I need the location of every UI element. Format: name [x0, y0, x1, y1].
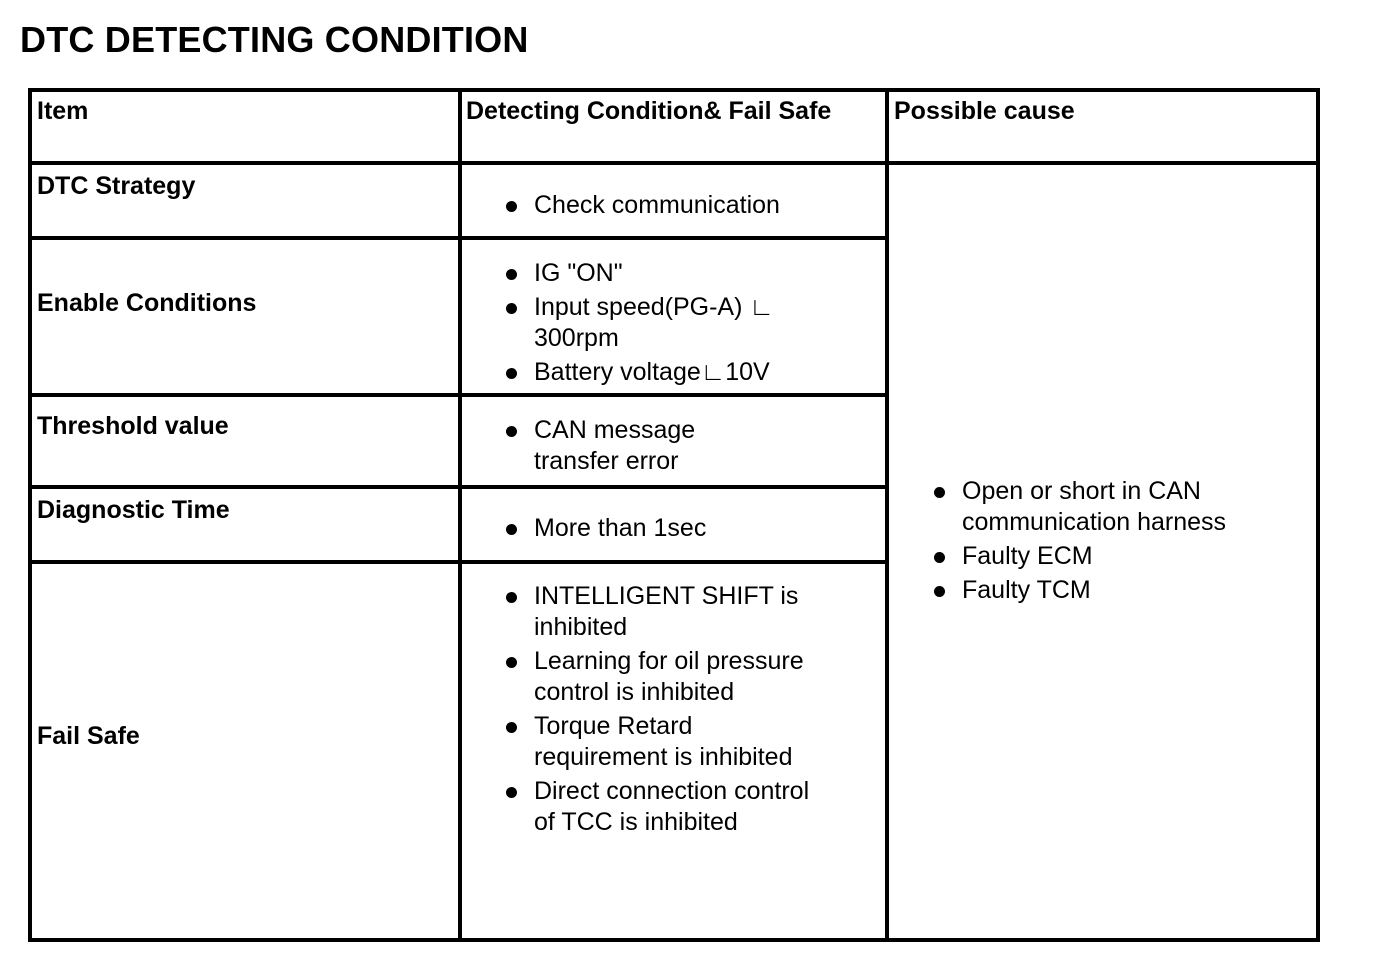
item-enable-conditions: Enable Conditions [37, 289, 257, 317]
list-item: IG "ON" [502, 258, 822, 289]
list-item: Learning for oil pressure control is inhibited [502, 646, 822, 708]
row-divider [28, 236, 889, 240]
condition-list-enable-conditions [502, 258, 822, 391]
item-fail-safe: Fail Safe [37, 722, 140, 750]
list-item: Battery voltage∟10V [502, 357, 822, 388]
header-cause: Possible cause [894, 97, 1075, 125]
column-divider [885, 88, 889, 942]
row-divider [28, 560, 889, 564]
list-item: INTELLIGENT SHIFT is inhibited [502, 581, 822, 643]
possible-cause-list [930, 476, 1250, 609]
condition-list-fail-safe [502, 581, 822, 841]
list-item: Input speed(PG-A) ∟ 300rpm [502, 292, 822, 354]
condition-list-diagnostic-time [502, 513, 872, 547]
row-divider [28, 161, 1320, 165]
header-item: Item [37, 97, 89, 125]
list-item: Faulty ECM [930, 541, 1250, 572]
condition-list-dtc-strategy [502, 190, 872, 224]
row-divider [28, 393, 889, 397]
list-item: Faulty TCM [930, 575, 1250, 606]
page-title: DTC DETECTING CONDITION [20, 19, 529, 60]
header-condition: Detecting Condition& Fail Safe [466, 97, 832, 125]
column-divider [458, 88, 462, 942]
list-item: Check communication [502, 190, 872, 221]
list-item: Open or short in CAN communication harness [930, 476, 1250, 538]
item-threshold-value: Threshold value [37, 412, 229, 440]
list-item: Direct connection control of TCC is inhibited [502, 776, 822, 838]
item-dtc-strategy: DTC Strategy [37, 172, 196, 200]
condition-list-threshold-value [502, 415, 752, 480]
list-item: Torque Retard requirement is inhibited [502, 711, 822, 773]
item-diagnostic-time: Diagnostic Time [37, 496, 230, 524]
list-item: CAN message transfer error [502, 415, 752, 477]
row-divider [28, 485, 889, 489]
list-item: More than 1sec [502, 513, 872, 544]
